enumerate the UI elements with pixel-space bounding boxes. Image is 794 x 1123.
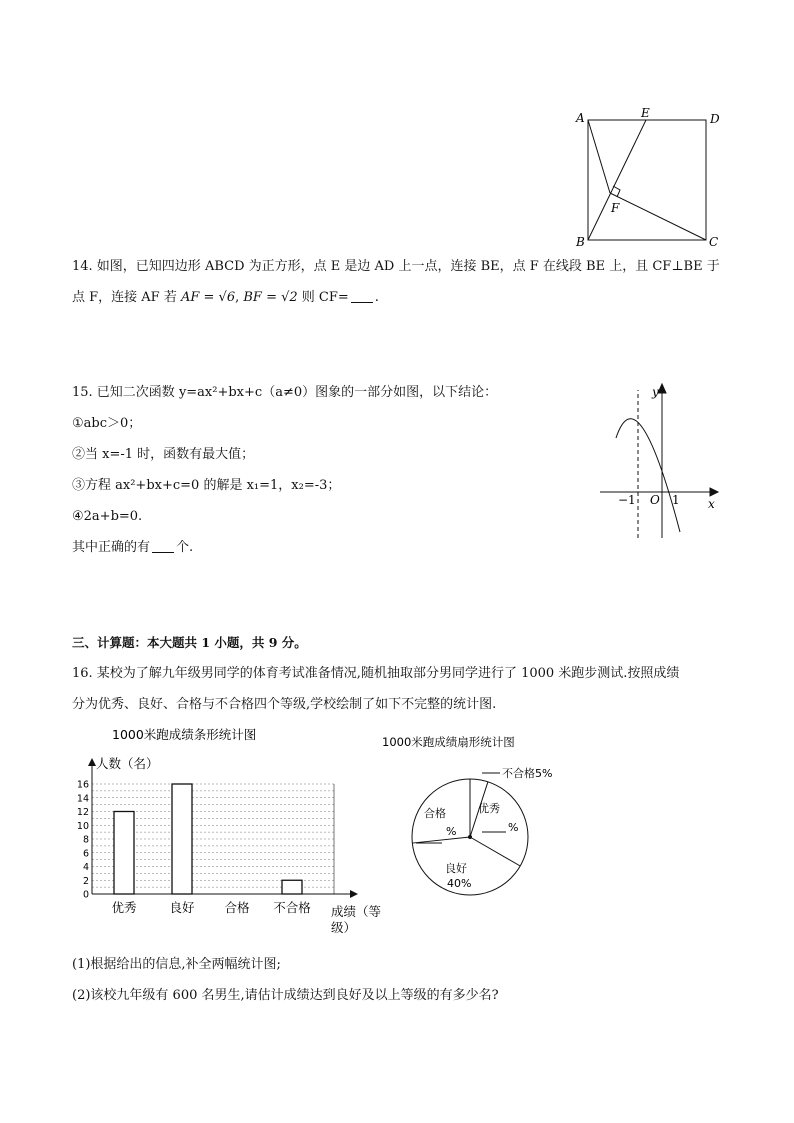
pie-chart-title: 1000米跑成绩扇形统计图	[382, 735, 515, 749]
bar-ytick-label: 16	[76, 779, 89, 791]
pie-chart	[382, 730, 582, 895]
origin-label: O	[650, 493, 660, 507]
x-axis-label: x	[708, 497, 715, 511]
bar-ytick-label: 12	[76, 807, 89, 818]
bar-ytick-label: 2	[82, 875, 89, 887]
q14-af: AF = √6	[180, 290, 236, 305]
bar-ytick-label: 0	[82, 889, 89, 901]
bar-3	[282, 880, 302, 894]
q16-sub2: (2)该校九年级有 600 名男生,请估计成绩达到良好及以上等级的有多少名?	[72, 988, 499, 1003]
bar-ytick-label: 14	[76, 793, 89, 805]
point-b-label: B	[576, 235, 585, 249]
bar-chart-xlabel: 成绩（等	[331, 904, 382, 919]
point-c-label: C	[709, 235, 719, 249]
q14-line2: 点 F，连接 AF 若 AF = √6, BF = √2 则 CF= .	[72, 290, 379, 305]
bar-y-axis-arrow	[88, 758, 96, 766]
bar-1	[172, 784, 192, 894]
bar-chart-ylabel: 人数（名）	[96, 756, 159, 771]
bar-ytick-label: 4	[82, 862, 89, 873]
bar-chart-title: 1000米跑成绩条形统计图	[112, 727, 257, 742]
q16-sub1: (1)根据给出的信息,补全两幅统计图;	[72, 957, 281, 972]
pie-pct-good: 40%	[447, 877, 472, 890]
bar-ytick-label: 8	[82, 834, 89, 846]
q14-line2-b: 则 CF=	[297, 290, 349, 305]
q14-answer-blank[interactable]	[351, 290, 373, 303]
q15-line1: 15. 已知二次函数 y=ax²+bx+c（a≠0）图象的一部分如图，以下结论：	[72, 385, 498, 400]
bar-ytick-label: 10	[76, 820, 89, 832]
q14-line2-c: .	[374, 290, 379, 305]
pie-pct-excellent: %	[508, 821, 519, 834]
y-axis-arrow	[658, 384, 666, 393]
q15-conclusion-1: ①abc＞0；	[72, 416, 142, 431]
q16-line2: 分为优秀、良好、合格与不合格四个等级,学校绘制了如下不完整的统计图.	[72, 697, 497, 712]
pie-pct-pass: %	[446, 825, 457, 838]
bar-ytick-label: 6	[82, 848, 89, 860]
q15-last-a: 其中正确的有	[72, 540, 151, 555]
segment-cf	[610, 193, 706, 240]
bar-chart-xlabel-2: 级）	[331, 920, 357, 935]
neg-one-label: −1	[618, 493, 636, 507]
q15-answer-blank[interactable]	[152, 540, 174, 553]
pie-label-excellent: 优秀	[478, 802, 500, 815]
segment-af	[588, 120, 610, 193]
pie-label-fail: 不合格5%	[502, 767, 553, 780]
bar-xtick-label: 良好	[169, 900, 195, 915]
parabola-curve	[616, 419, 680, 532]
q14-square-figure	[568, 104, 728, 254]
pie-center-dot	[468, 835, 472, 839]
q15-conclusion-2: ②当 x=-1 时，函数有最大值；	[72, 447, 255, 462]
one-label: 1	[672, 493, 680, 507]
point-f-label: F	[611, 201, 620, 215]
point-a-label: A	[576, 111, 585, 125]
q14-line2-a: 点 F，连接 AF 若	[72, 290, 181, 305]
q15-conclusion-4: ④2a+b=0.	[72, 509, 143, 524]
y-axis-label: y	[652, 385, 659, 399]
q15-parabola-graph	[596, 380, 726, 542]
bar-0	[114, 812, 134, 895]
section3-heading: 三、计算题：本大题共 1 小题，共 9 分。	[72, 635, 307, 650]
point-d-label: D	[710, 112, 720, 126]
bar-chart	[72, 726, 392, 941]
bar-x-axis-arrow	[350, 890, 358, 898]
point-e-label: E	[641, 106, 650, 120]
q15-last-line	[72, 538, 193, 558]
pie-label-good: 良好	[445, 862, 467, 875]
segment-be	[588, 120, 646, 240]
q15-conclusion-3: ③方程 ax²+bx+c=0 的解是 x₁=1，x₂=-3；	[72, 478, 341, 493]
pie-label-pass: 合格	[424, 807, 446, 820]
bar-xtick-label: 不合格	[273, 900, 311, 915]
q15-last-b: 个.	[176, 540, 194, 555]
q16-line1: 16. 某校为了解九年级男同学的体育考试准备情况,随机抽取部分男同学进行了 1000 米跑步测试.按照成绩	[72, 666, 680, 681]
bar-xtick-label: 优秀	[111, 900, 137, 915]
q14-line1: 14. 如图，已知四边形 ABCD 为正方形，点 E 是边 AD 上一点，连接 BE，点 F 在线段 BE 上，且 CF⊥BE 于	[72, 259, 720, 274]
x-axis-arrow	[710, 488, 718, 496]
bar-xtick-label: 合格	[224, 900, 250, 915]
q14-bf: BF = √2	[243, 290, 298, 305]
